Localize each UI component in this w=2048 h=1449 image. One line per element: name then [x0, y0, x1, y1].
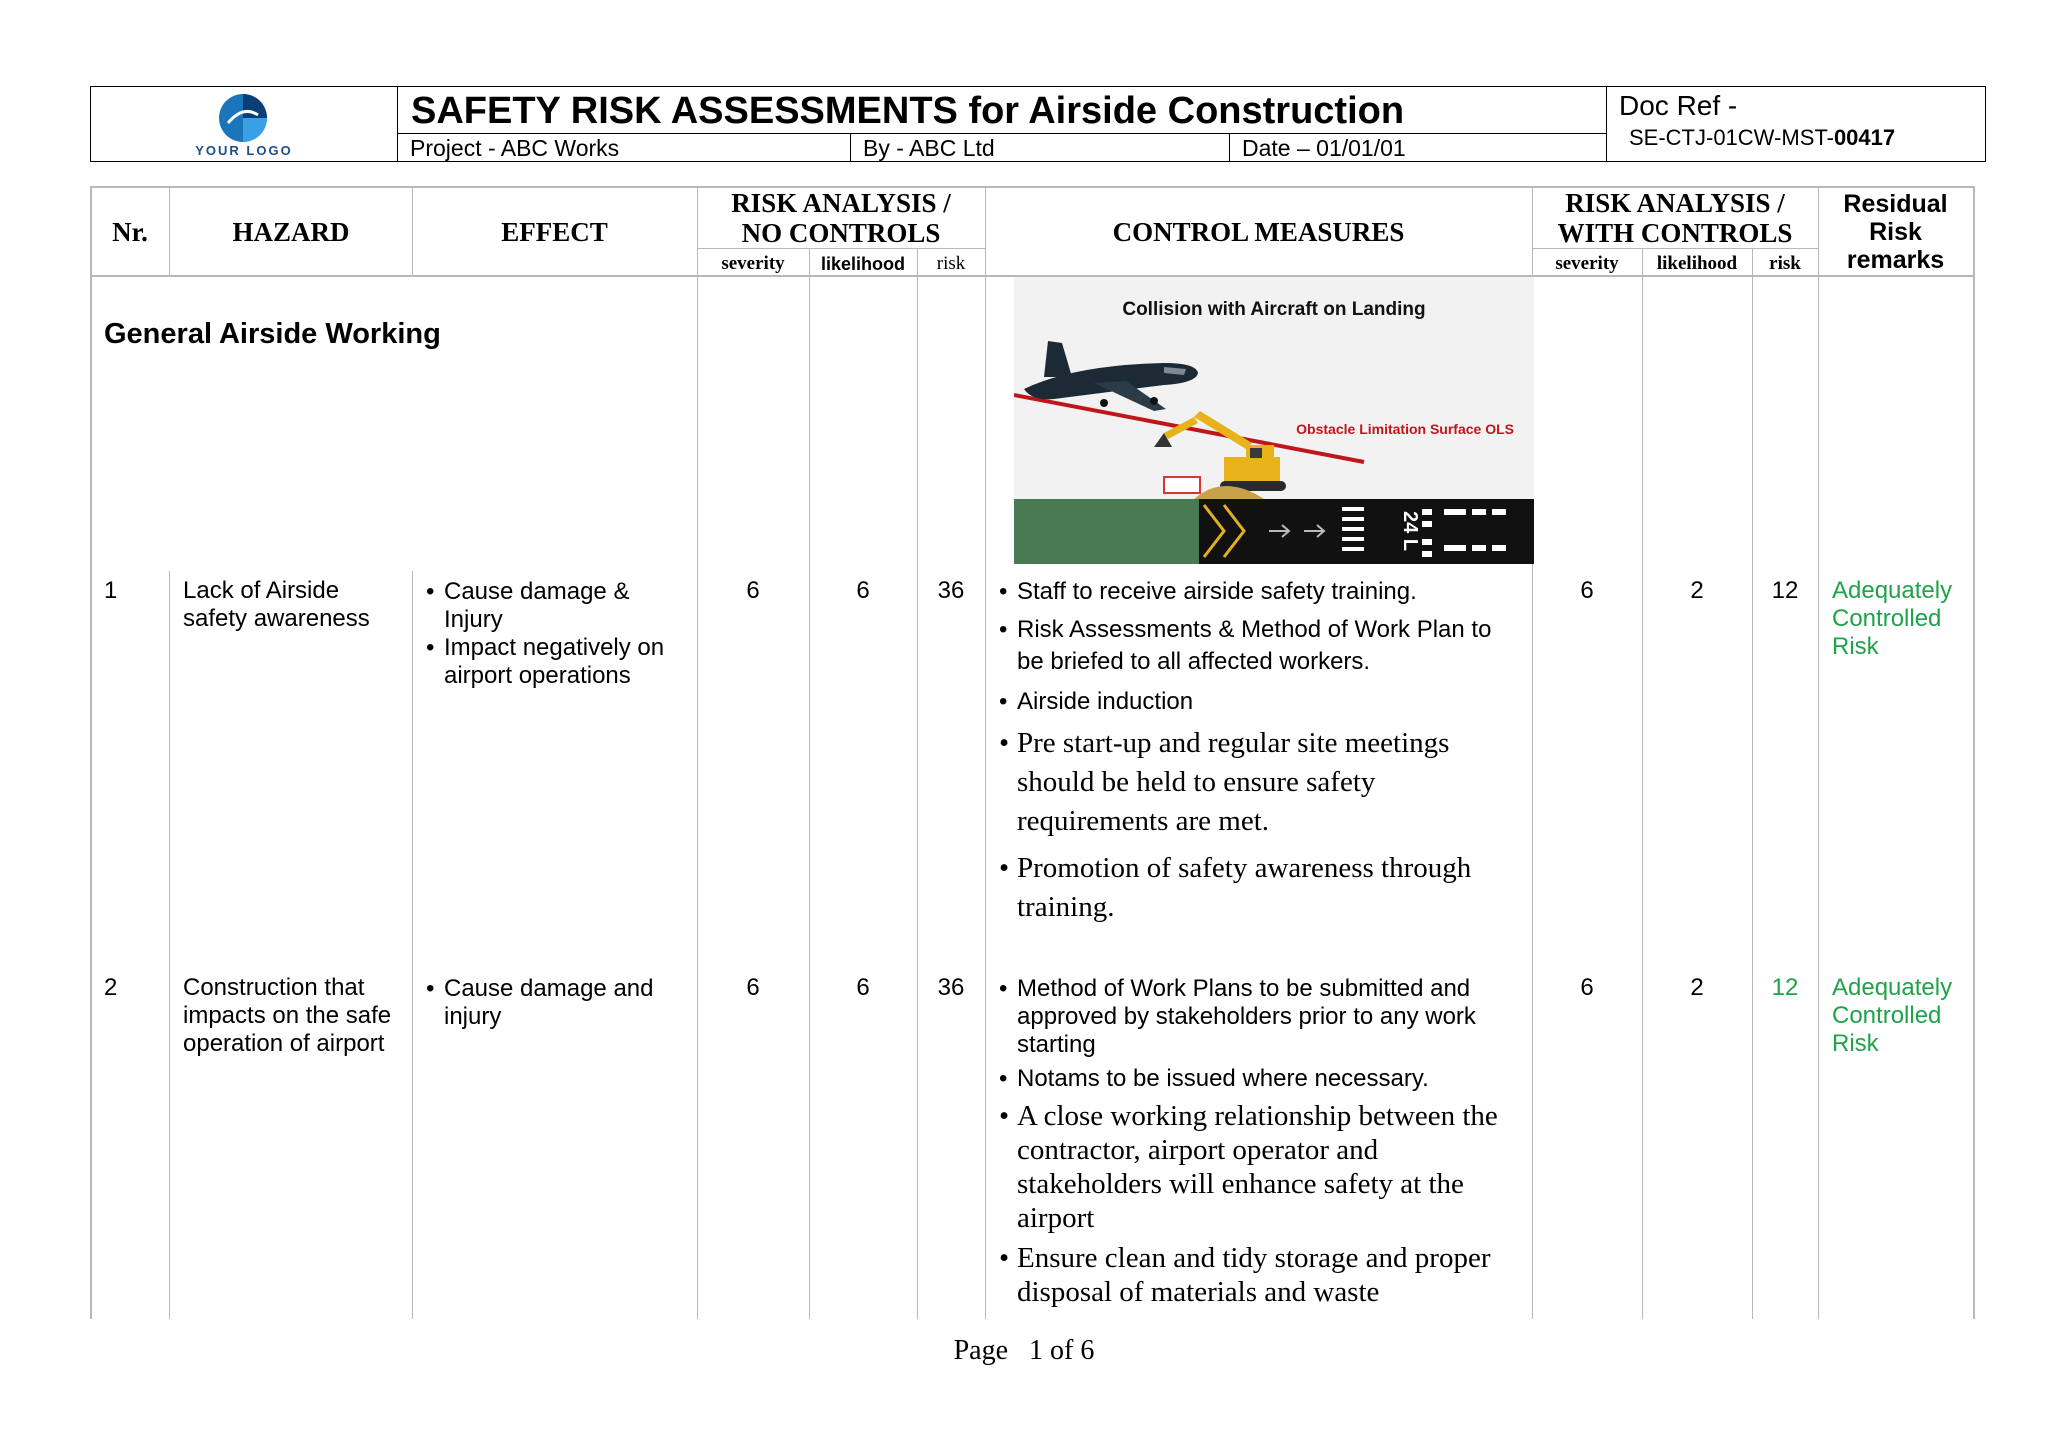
severity-value: 6 [746, 974, 760, 1001]
control-item: • Notams to be issued where necessary. [999, 1065, 1519, 1093]
risk-controlled-value: 12 [1771, 974, 1799, 1001]
col-residual-1: Residual [1843, 190, 1948, 218]
row-nr: 2 [104, 974, 118, 1001]
subcol-risk: risk [936, 253, 966, 274]
by-field: By - ABC Ltd [851, 133, 1230, 161]
col-control-measures: CONTROL MEASURES [1112, 217, 1405, 247]
row-effects [426, 578, 688, 690]
risk-value: 36 [937, 577, 965, 604]
logo-text: YOUR LOGO [195, 143, 293, 158]
severity-controlled-value: 6 [1580, 577, 1594, 604]
risk-controlled-value: 12 [1771, 577, 1799, 604]
airfield-scene-icon [1014, 277, 1534, 564]
page-number: Page 1 of 6 [953, 1335, 1095, 1366]
likelihood-value: 6 [856, 577, 870, 604]
project-field: Project - ABC Works [398, 133, 851, 161]
likelihood-controlled-value: 2 [1690, 974, 1704, 1001]
row-hazard: Lack of Airside safety awareness [183, 577, 370, 632]
page-title: SAFETY RISK ASSESSMENTS for Airside Construction [411, 90, 1405, 132]
doc-ref-label: Doc Ref - [1619, 90, 1738, 121]
control-item: • Pre start-up and regular site meetings should be held to ensure safety requirements are met. [999, 724, 1519, 841]
control-item: • Ensure clean and tidy storage and proper disposal of materials and waste [999, 1241, 1519, 1309]
col-risk-with-controls-2: WITH CONTROLS [1557, 218, 1793, 248]
col-effect: EFFECT [501, 217, 608, 247]
row-controls [999, 578, 1519, 927]
logo-cell [91, 87, 398, 161]
control-item: • Risk Assessments & Method of Work Plan to be briefed to all affected workers. [999, 614, 1519, 678]
control-item: • Promotion of safety awareness through training. [999, 849, 1519, 927]
effect-item: • Cause damage & Injury [426, 578, 688, 634]
effect-item: • Impact negatively on airport operations [426, 634, 688, 690]
illustration-aircraft-collision [1014, 277, 1534, 564]
runway-marking: 24 L [1399, 510, 1421, 552]
col-hazard: HAZARD [232, 217, 350, 247]
effect-item: • Cause damage and injury [426, 975, 688, 1031]
col-residual-3: remarks [1846, 246, 1945, 274]
subcol-severity-c: severity [1555, 253, 1619, 274]
control-item: • Method of Work Plans to be submitted and approved by stakeholders prior to any work starting [999, 975, 1519, 1059]
col-nr: Nr. [112, 217, 148, 247]
col-risk-no-controls-2: NO CONTROLS [741, 218, 941, 248]
col-risk-no-controls-1: RISK ANALYSIS / [731, 188, 951, 218]
likelihood-value: 6 [856, 974, 870, 1001]
subcol-severity: severity [721, 253, 785, 274]
logo-icon [218, 93, 268, 143]
severity-value: 6 [746, 577, 760, 604]
control-item: • Airside induction [999, 688, 1519, 716]
control-item: • Staff to receive airside safety training. [999, 578, 1519, 606]
subcol-likelihood: likelihood [820, 254, 905, 274]
subcol-likelihood-c: likelihood [1656, 253, 1738, 274]
col-risk-with-controls-1: RISK ANALYSIS / [1565, 188, 1785, 218]
subcol-risk-c: risk [1769, 253, 1801, 274]
doc-ref-value: SE-CTJ-01CW-MST-00417 [1629, 125, 1896, 150]
illustration-ols-label: Obstacle Limitation Surface OLS [1296, 421, 1514, 437]
severity-controlled-value: 6 [1580, 974, 1594, 1001]
row-hazard: Construction that impacts on the safe operation of airport [183, 974, 392, 1057]
residual-remarks: Adequately Controlled Risk [1832, 974, 1953, 1057]
date-field: Date – 01/01/01 [1230, 133, 1606, 161]
risk-value: 36 [937, 974, 965, 1001]
section-title: General Airside Working [104, 318, 441, 350]
residual-remarks: Adequately Controlled Risk [1832, 577, 1953, 660]
row-effects [426, 975, 688, 1031]
document-header [90, 86, 1986, 162]
col-residual-2: Risk [1869, 218, 1922, 246]
doc-ref-cell [1606, 87, 1985, 161]
row-controls [999, 975, 1519, 1309]
illustration-title: Collision with Aircraft on Landing [1122, 299, 1426, 320]
likelihood-controlled-value: 2 [1690, 577, 1704, 604]
control-item: • A close working relationship between the contractor, airport operator and stakeholders will enhance safety at the airport [999, 1099, 1519, 1235]
row-nr: 1 [104, 577, 118, 604]
